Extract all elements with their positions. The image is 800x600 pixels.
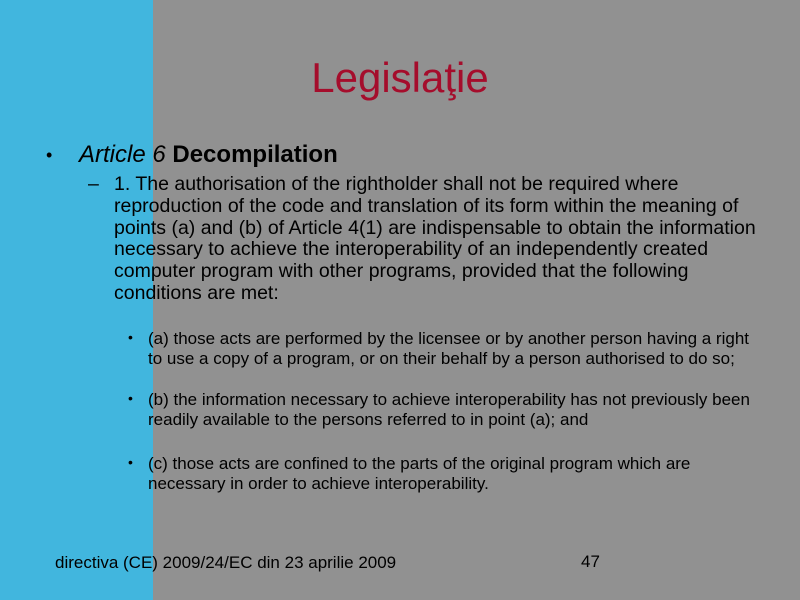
- article-bullet-text: [79, 140, 338, 170]
- bullet-dot-icon: •: [46, 145, 53, 165]
- footer-citation: directiva (CE) 2009/24/EC din 23 aprilie 2009: [55, 553, 397, 572]
- slide-title: Legislaţie: [311, 54, 489, 101]
- bullet-dot-icon: •: [128, 454, 133, 470]
- paragraph-text: 1. The authorisation of the rightholder shall not be required where reproduction of the code and translation of its form within the meaning of points (a) and (b) of Article 4(1) are indispensable to obtain the information necessary to achieve the interoperability of an independently created computer program with other programs, provided that the following conditions are met:: [114, 173, 756, 304]
- condition-text: (a) those acts are performed by the licensee or by another person having a right to use a copy of a program, or on their behalf by a person authorised to do so;: [148, 329, 750, 368]
- bullet-dot-icon: •: [128, 390, 133, 406]
- dash-bullet-icon: –: [88, 173, 99, 195]
- page-number: 47: [581, 552, 600, 571]
- condition-text: (b) the information necessary to achieve interoperability has not previously been readily available to the persons referred to in point (a); and: [148, 390, 750, 429]
- bullet-dot-icon: •: [128, 329, 133, 345]
- article-heading: Decompilation: [172, 141, 338, 168]
- article-label: Article 6: [79, 141, 166, 168]
- condition-text: (c) those acts are confined to the parts of the original program which are necessary in order to achieve interoperability.: [148, 454, 691, 493]
